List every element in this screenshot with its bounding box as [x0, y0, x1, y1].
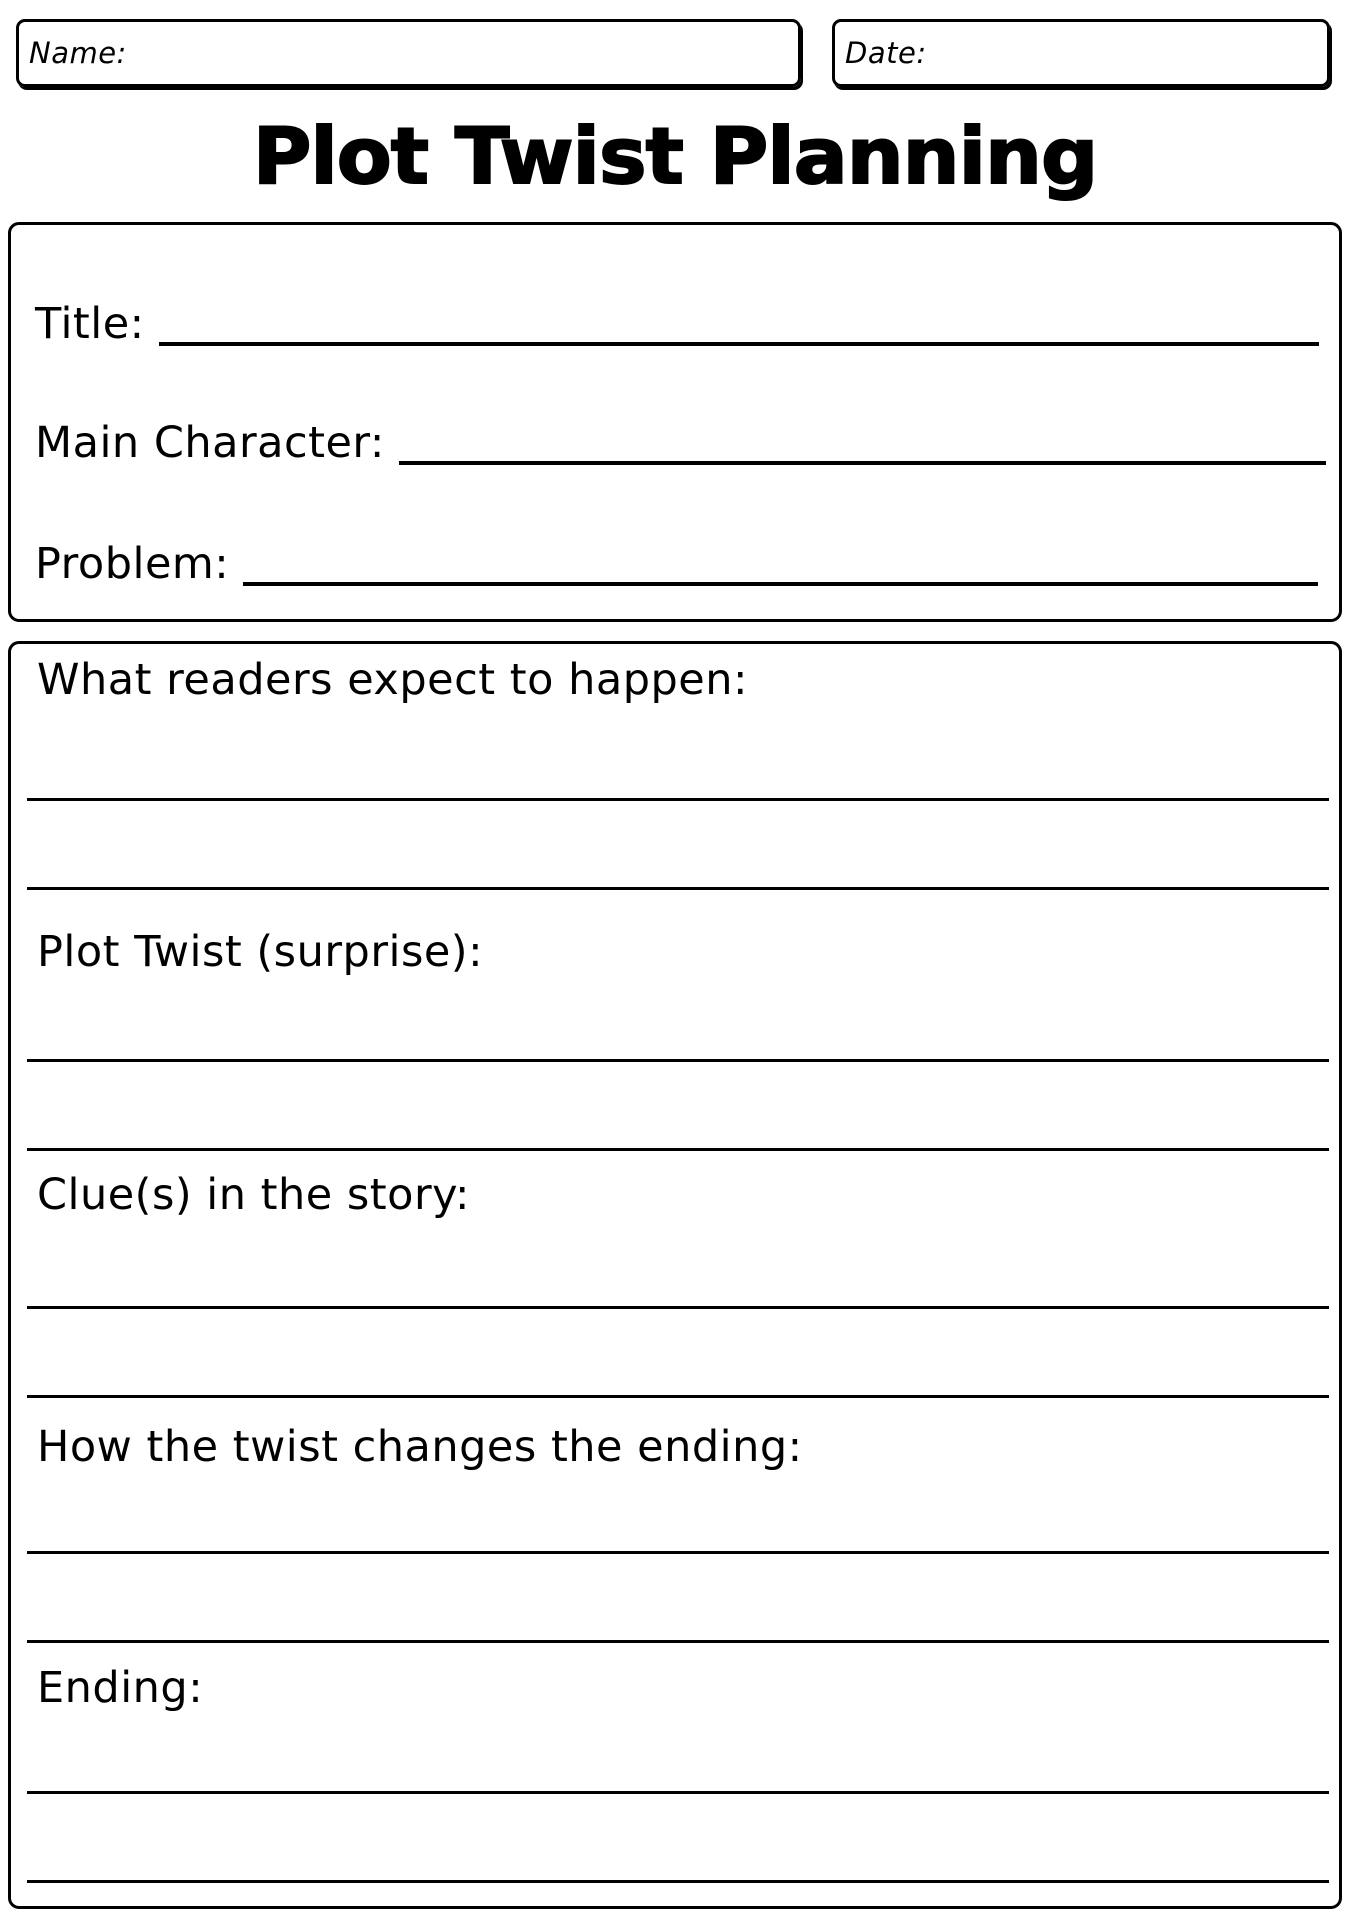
title-answer-line[interactable]: [159, 342, 1319, 346]
section-label-plot-twist: Plot Twist (surprise):: [37, 927, 484, 977]
problem-row: [35, 539, 1318, 589]
section-label-expectation: What readers expect to happen:: [37, 655, 748, 705]
writing-line[interactable]: [27, 1395, 1329, 1398]
main-character-answer-line[interactable]: [399, 461, 1326, 465]
writing-line[interactable]: [27, 1306, 1329, 1309]
problem-label: Problem:: [35, 539, 230, 589]
name-field[interactable]: [16, 19, 801, 87]
writing-line[interactable]: [27, 1551, 1329, 1554]
page-title: Plot Twist Planning: [252, 111, 1098, 202]
main-character-row: [35, 418, 1326, 468]
title-label: Title:: [35, 299, 145, 349]
name-label: Name:: [29, 36, 127, 70]
story-info-box: [8, 222, 1342, 622]
writing-line[interactable]: [27, 1880, 1329, 1883]
section-label-twist-changes-ending: How the twist changes the ending:: [37, 1422, 803, 1472]
writing-line[interactable]: [27, 798, 1329, 801]
main-character-label: Main Character:: [35, 418, 385, 468]
writing-line[interactable]: [27, 1640, 1329, 1643]
title-row: [35, 299, 1319, 349]
writing-line[interactable]: [27, 1059, 1329, 1062]
writing-line[interactable]: [27, 1791, 1329, 1794]
section-label-ending: Ending:: [37, 1663, 204, 1713]
date-field[interactable]: [832, 19, 1330, 87]
problem-answer-line[interactable]: [243, 582, 1318, 586]
writing-line[interactable]: [27, 887, 1329, 890]
writing-line[interactable]: [27, 1148, 1329, 1151]
section-label-clues: Clue(s) in the story:: [37, 1170, 470, 1220]
planning-box: [8, 641, 1342, 1909]
date-label: Date:: [845, 36, 927, 70]
